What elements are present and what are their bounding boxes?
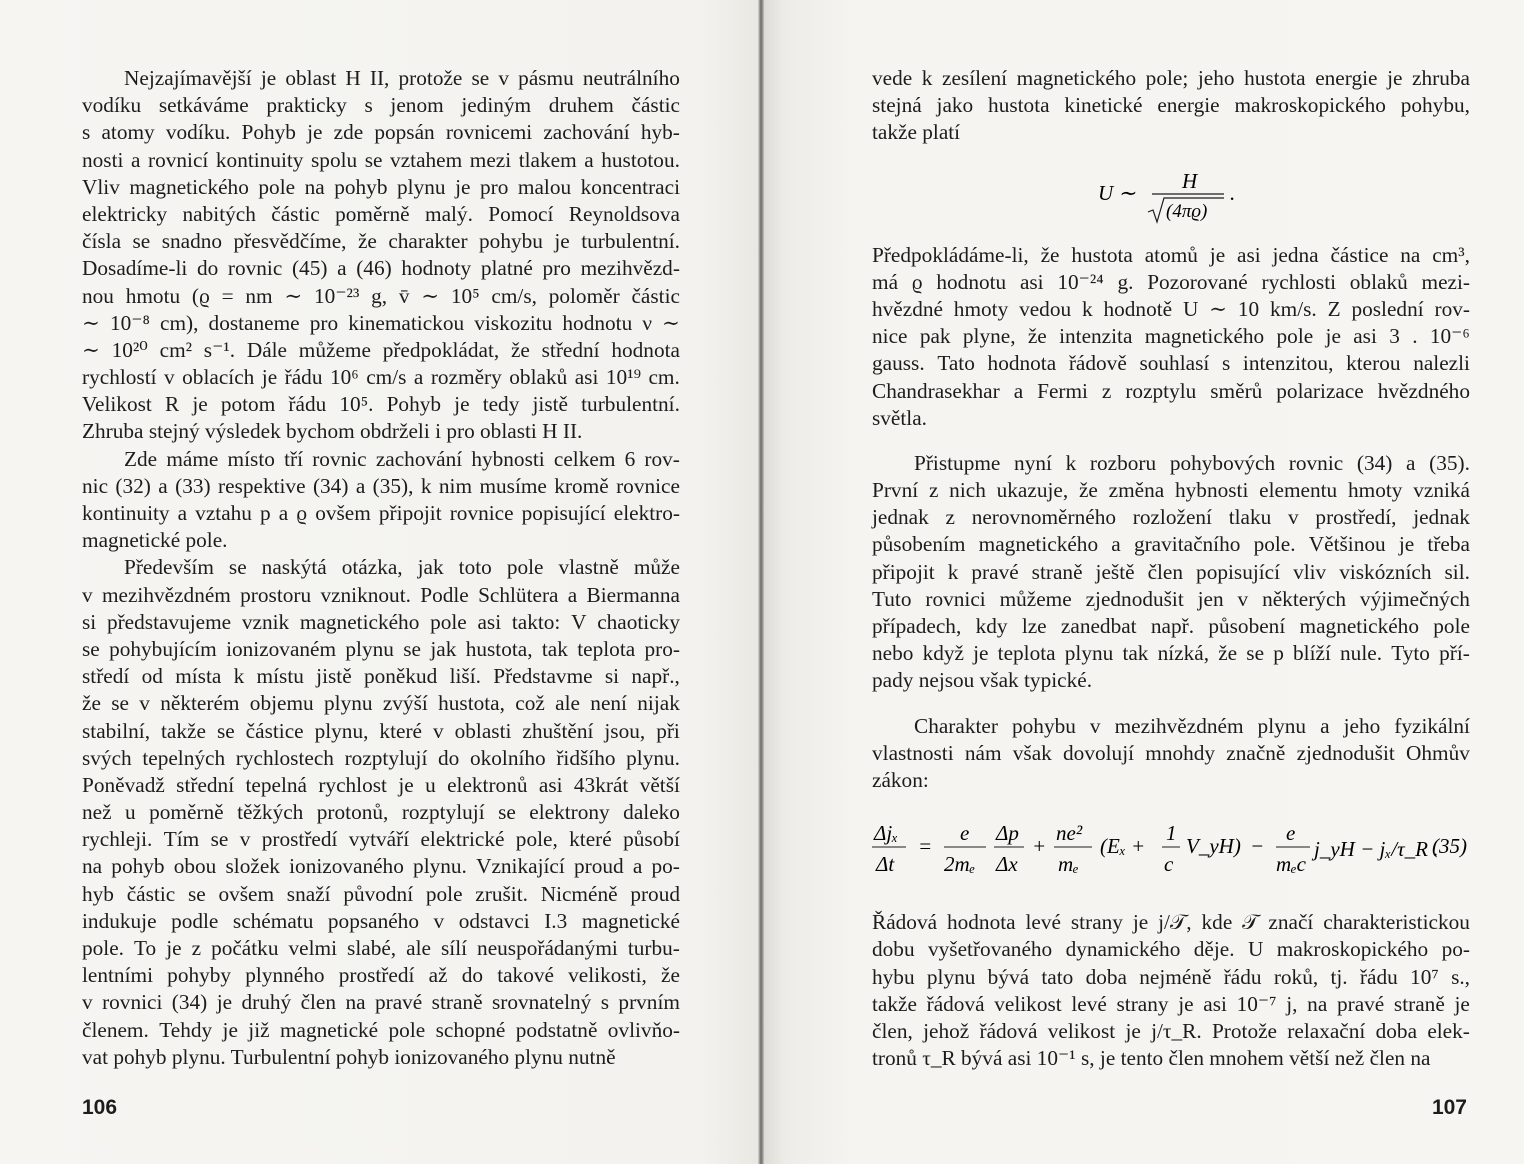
paragraph xyxy=(82,446,680,555)
text-line: světla. xyxy=(872,405,927,430)
text-line: člen, jehož řádová velikost je j/τ_R. Protože relaxační doba elek- xyxy=(872,1018,1470,1043)
text-line: působením magnetického a gravitačního pole. Většinou je třeba xyxy=(872,532,1470,557)
text-line: gauss. Tato hodnota řádově souhlasí s intenzitou, kterou nalezli xyxy=(872,351,1470,376)
text-line: nebo když je teplota plynu tak nízká, že se p blíží nule. Tyto pří- xyxy=(872,641,1470,666)
eq35-t6-num: e xyxy=(1286,821,1296,845)
text-line: Zde máme místo tří rovnic zachování hybnosti celkem 6 rov- xyxy=(124,446,680,471)
text-line: zákon: xyxy=(872,767,929,792)
text-line: Předpokládáme-li, že hustota atomů je asi jedna částice na cm³, xyxy=(872,242,1470,267)
text-line: indukuje podle schématu popsaného v odstavci I.3 magnetické xyxy=(82,908,680,933)
text-line: vodíku setkáváme prakticky s jenom jediným druhem částic xyxy=(82,93,680,118)
text-line: dobu vyšetřovaného dynamického děje. U makroskopického po- xyxy=(872,937,1470,962)
text-line: má ϱ hodnotu asi 10⁻²⁴ g. Pozorované rychlosti oblaků mezi- xyxy=(872,269,1470,294)
text-line: pady nejsou však typické. xyxy=(872,668,1093,693)
text-line: Poněvadž střední tepelná rychlost je u elektronů asi 43krát větší xyxy=(82,772,680,797)
text-line: než u poměrně těžkých protonů, rozptylují se elektrony daleko xyxy=(82,800,680,825)
text-line: na pohyb obou složek ionizovaného plynu. Vznikající proud a po- xyxy=(82,854,680,879)
equation-u xyxy=(1096,170,1296,230)
eq35-t1-num: Δjₓ xyxy=(874,821,899,845)
left-page-text xyxy=(82,65,680,1071)
text-line: Velikost R je potom řádu 10⁵. Pohyb je tedy jistě turbulentní. xyxy=(82,392,680,417)
eq-u-num: H xyxy=(1182,170,1198,193)
text-line: hyb částic se ovšem snaží původní pole zrušit. Nicméně proud xyxy=(82,881,680,906)
text-line: středí od místa k místu jistě poněkud liší. Představme si např., xyxy=(82,664,680,689)
eq-u-den: (4πϱ) xyxy=(1166,201,1208,222)
text-line: případech, kdy lze zanedbat např. působení magnetického pole xyxy=(872,614,1470,638)
text-line: Zhruba stejný výsledek bychom obdrželi i pro oblasti H II. xyxy=(82,419,583,444)
text-line: Přistupme nyní k rozboru pohybových rovnic (34) a (35). xyxy=(914,450,1470,475)
text-line: vlastnosti nám však dovolují mnohdy značně zjednodušit Ohmův xyxy=(872,740,1470,765)
paragraph-motion-equations xyxy=(872,450,1470,695)
text-line: nosti a rovnicí kontinuity spolu se vztahem mezi tlakem a hustotou. xyxy=(82,147,680,172)
text-line: Dosadíme-li do rovnic (45) a (46) hodnoty platné pro mezihvězd- xyxy=(82,256,680,281)
text-line: tronů τ_R bývá asi 10⁻¹ s, je tento člen mnohem větší než člen na xyxy=(872,1046,1431,1071)
text-line: si představujeme vznik magnetického pole asi takto: V chaoticky xyxy=(82,609,680,634)
text-line: První z nich ukazuje, že změna hybnosti elementu hmoty vzniká xyxy=(872,478,1470,503)
text-line: svých tepelných rychlostech rozptylují do okolního řidšího plynu. xyxy=(82,745,680,770)
eq-u-rel: ∼ xyxy=(1118,181,1136,205)
eq35-t1-den: Δt xyxy=(876,852,895,876)
eq35-plus: + xyxy=(1032,834,1047,858)
eq35-t4-num: ne² xyxy=(1056,821,1083,845)
eq-u-lhs: U xyxy=(1098,181,1114,205)
text-line: Charakter pohybu v mezihvězdném plynu a jeho fyzikální xyxy=(914,713,1470,738)
text-line: Vliv magnetického pole na pohyb plynu je pro malou koncentraci xyxy=(82,174,680,199)
page-number-right: 107 xyxy=(1431,1096,1467,1119)
text-line: v rovnici (34) je druhý člen na pravé straně srovnatelný s prvním xyxy=(82,990,680,1015)
text-line: vede k zesílení magnetického pole; jeho hustota energie je zhruba xyxy=(872,66,1470,90)
equation-35 xyxy=(864,820,1484,880)
eq35-t4-den: mₑ xyxy=(1058,852,1079,876)
text-line: stabilní, takže se částice plynu, které v oblasti zhuštění jsou, při xyxy=(82,718,680,743)
text-line: takže platí xyxy=(872,120,961,145)
eq35-paren: (Eₓ + xyxy=(1100,834,1146,858)
text-line: pole. To je z počátku velmi slabé, ale sílí neuspořádanými turbu- xyxy=(82,936,680,960)
page-number-left: 106 xyxy=(82,1096,118,1119)
text-line: členem. Tehdy je již magnetické pole schopné podstatně ovlivňo- xyxy=(82,1017,680,1042)
eq35-t2-num: e xyxy=(960,821,970,845)
text-line: rychlostí v oblacích je řádu 10⁶ cm/s a rozměry oblaků asi 10¹⁹ cm. xyxy=(82,365,680,390)
text-line: stejná jako hustota kinetické energie makroskopického pohybu, xyxy=(872,93,1470,118)
text-line: lentními pohyby plynného prostředí až do takové velikosti, že xyxy=(82,963,680,988)
eq35-t2-den: 2mₑ xyxy=(944,852,976,876)
text-line: čísla se snadno přesvědčíme, že charakter pohybu je turbulentní. xyxy=(82,229,680,254)
text-line: rychleji. Tím se v prostředí vytváří elektrické pole, které působí xyxy=(82,827,680,852)
eq35-tail: j_yH − jₓ/τ_R . xyxy=(1314,837,1439,861)
text-line: vat pohyb plynu. Turbulentní pohyb ionizovaného plynu nutně xyxy=(82,1044,616,1069)
eq35-t5-num: 1 xyxy=(1166,821,1177,845)
text-line: Nejzajímavější je oblast H II, protože se v pásmu neutrálního xyxy=(124,66,680,90)
eq35-minus: − xyxy=(1250,834,1265,858)
text-line: připojit k pravé straně ještě člen popisující vliv viskózních sil. xyxy=(872,559,1470,584)
text-line: se pohybujícím ionizovaném plynu se jak hustota, tak teplota pro- xyxy=(82,636,680,661)
text-line: Tuto rovnici můžeme zjednodušit jen v některých výjimečných xyxy=(872,586,1470,611)
text-line: Chandrasekhar a Fermi z rozptylu směrů polarizace hvězdného xyxy=(872,378,1470,403)
eq35-label: (35) xyxy=(1432,834,1467,858)
paragraph-intro xyxy=(872,65,1470,147)
text-line: jednak z nerovnoměrného rozložení tlaku v prostředí, jednak xyxy=(872,505,1470,530)
text-line: hvězdné hmoty vedou k hodnotě U ∼ 10 km/s. Z poslední rov- xyxy=(872,296,1470,321)
paragraph xyxy=(82,554,680,1071)
paragraph-density xyxy=(872,242,1470,432)
text-line: ∼ 10²⁰ cm² s⁻¹. Dále můžeme předpokládat, že střední hodnota xyxy=(82,337,680,362)
text-line: ∼ 10⁻⁸ cm), dostaneme pro kinematickou viskozitu hodnotu ν ∼ xyxy=(82,310,680,335)
right-page xyxy=(762,0,1524,1164)
eq35-paren-end: V_yH) xyxy=(1186,834,1241,858)
eq35-t3-num: Δp xyxy=(996,821,1019,845)
text-line: nou hmotu (ϱ = nm ∼ 10⁻²³ g, v̄ ∼ 10⁵ cm/s, poloměr částic xyxy=(82,283,680,308)
text-line: magnetické pole. xyxy=(82,528,228,553)
text-line: Řádová hodnota levé strany je j/𝒯, kde 𝒯 značí charakteristickou xyxy=(872,910,1470,935)
text-line: v mezihvězdném prostoru vzniknout. Podle Schlütera a Biermanna xyxy=(82,582,680,607)
text-line: nice pak plyne, že intenzita magnetického pole je asi 3 . 10⁻⁶ xyxy=(872,324,1470,349)
paragraph-ohms-law xyxy=(872,713,1470,795)
eq35-t6-den: mₑc xyxy=(1276,852,1306,876)
eq35-t5-den: c xyxy=(1164,852,1174,876)
text-line: takže řádová velikost levé strany je asi 10⁻⁷ j, na pravé straně je xyxy=(872,991,1470,1016)
eq35-t3-den: Δx xyxy=(996,852,1018,876)
text-line: že se v některém objemu plynu zvýší hustota, což ale není nijak xyxy=(82,691,680,716)
eq35-eq: = xyxy=(918,834,933,858)
eq-u-end: . xyxy=(1230,181,1236,205)
text-line: s atomy vodíku. Pohyb je zde popsán rovnicemi zachování hyb- xyxy=(82,120,680,145)
text-line: elektricky nabitých částic poměrně malý. Pomocí Reynoldsova xyxy=(82,201,680,226)
text-line: Především se naskýtá otázka, jak toto pole vlastně může xyxy=(124,555,680,580)
book-gutter xyxy=(758,0,764,1164)
text-line: nic (32) a (33) respektive (34) a (35), k nim musíme kromě rovnice xyxy=(82,473,680,498)
paragraph-order-of-magnitude xyxy=(872,909,1470,1072)
text-line: hybu plynu bývá tato doba nejméně řádu roků, tj. řádu 10⁷ s., xyxy=(872,964,1470,989)
text-line: kontinuity a vztahu p a ϱ ovšem připojit rovnice popisující elektro- xyxy=(82,501,680,525)
paragraph xyxy=(82,65,680,446)
